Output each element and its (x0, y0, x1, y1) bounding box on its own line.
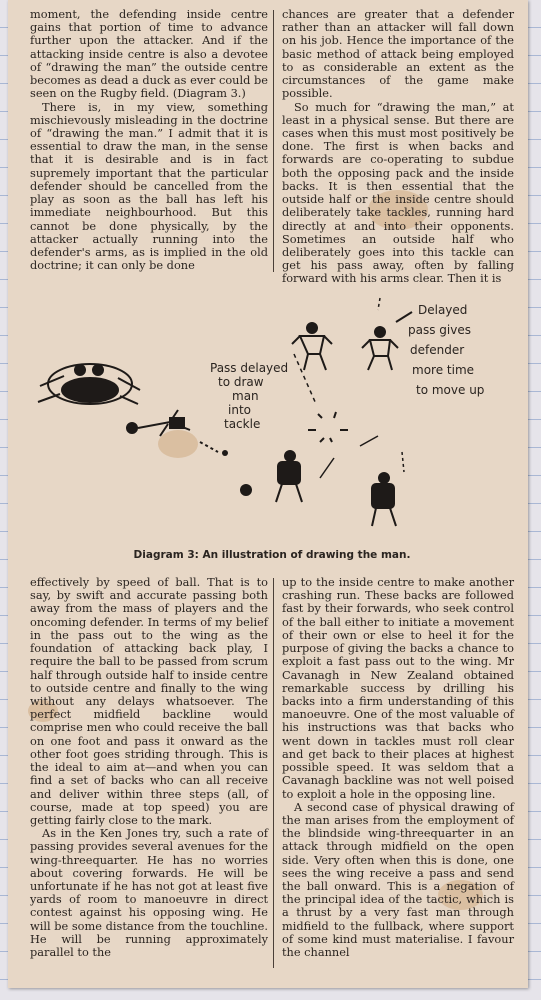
tackle-point (308, 412, 348, 442)
tackle-line (320, 458, 334, 478)
diagram-caption: Diagram 3: An illustration of drawing the man. (133, 549, 411, 561)
arrow-head (222, 450, 228, 456)
defender-run-line (378, 298, 380, 310)
attacker-figure-2 (372, 473, 396, 526)
article-column-1 (30, 8, 268, 272)
paragraph: As in the Ken Jones try, such a rate of passing provides several avenues for the wing-threequarter. He has no worries about covering forwards. He will be unfortunate if he has not got at least five yards of room to manoeuvre in direct contest against his opposing wing. He will be some distance from the touchline. He will be running approximately parallel to the (30, 826, 268, 960)
article-column-4 (282, 576, 514, 959)
paragraph: effectively by speed of ball. That is to say, by swift and accurate passing both away from the mass of players and the oncoming defender. In terms of my belief in the pass out to the wing as the foundation of attacking back play, I require the ball to be passed from scrum half through outside half to inside centre to outside centre and finally to the wing without any delays whatsoever. The perfect midfield backline would comprise men who could receive the ball on one foot and pass it onward as the other foot goes striding through. This is the ideal to aim at—and when you can find a set of backs who can all receive and deliver within three steps (all, of course, made at top speed) you are getting fairly close to the mark. (30, 575, 268, 827)
paragraph: So much for “drawing the man,” at least in a physical sense. But there are cases when this must most positively be done. The first is when backs and forwards are co-operating to subdue both the opposing pack and the inside backs. It is then essential that the outside half or the inside centre should deliberately take tackles, running hard directly at and into their opponents. Sometimes an outside half who deliberately goes into this tackle can get his pass away, often by falling forward with his arms clear. Then it is (282, 99, 514, 286)
diagram-3-drawing (20, 282, 520, 534)
scrum-figure (38, 364, 140, 404)
column-divider (273, 578, 274, 968)
paragraph: up to the inside centre to make another crashing run. These backs are followed fast by their forwards, who seek control of the ball either to initiate a movement of their own or else to heel it for the purpose of giving the backs a chance to exploit a fast pass out to the wing. Mr Cavanagh in New Zealand obtained remarkable success by drilling his backs into a firm understanding of this manoeuvre. One of the most valuable of his instructions was that backs who went down in tackles must roll clear and get back to their places at highest possible speed. It was seldom that a Cavanagh backline was not well poised to exploit a hole in the opposing line. (282, 575, 514, 801)
paragraph: A second case of physical drawing of the man arises from the employment of the blindside wing-threequarter in an attack through midfield on the open side. Very often when this is done, one sees the wing receive a pass and send the ball onward. This is a negation of the principal idea of the tactic, which is a thrust by a very fast man through midfield to the fullback, where support of some kind must materialise. I favour the channel (282, 799, 514, 960)
ball-icon (240, 484, 252, 496)
defender-run-line (294, 354, 316, 404)
column-divider (273, 10, 274, 272)
attacker-figure-1 (276, 451, 302, 502)
scrum-half-figure (127, 410, 190, 436)
label-delayed-pass-gives-defender: Delayed pass gives defender more time to move up (408, 303, 485, 397)
article-column-2 (282, 8, 514, 286)
annotation-arrow (396, 312, 412, 322)
article-column-3 (30, 576, 268, 959)
pass-line (360, 436, 378, 446)
paragraph: chances are greater that a defender rather than an attacker will fall down on his job. Hence the importance of the basic method of attack being employed to as considerable an extent as the circumstances of the game make possible. (282, 7, 514, 101)
label-pass-delayed: Pass delayed to draw man into tackle (210, 361, 289, 431)
defender-figure-2 (362, 327, 398, 370)
paragraph: moment, the defending inside centre gains that portion of time to advance further upon the attacker. And if the attacking inside centre is also a devotee of “drawing the man” the outside centre becomes as dead a duck as ever could be seen on the Rugby field. (Diagram 3.) (30, 7, 268, 101)
attacker-run-line (402, 452, 404, 472)
pass-arrow-line (200, 442, 218, 452)
paragraph: There is, in my view, something mischievously misleading in the doctrine of “drawing the man.” I admit that it is essential to draw the man, in the sense that it is desirable and is in fact supremely important that the particular defender should be cancelled from the play as soon as the ball has left his immediate neighbourhood. But this cannot be done physically, by the attacker actually running into the defender's arms, as is implied in the old doctrine; it can only be done (30, 99, 268, 273)
